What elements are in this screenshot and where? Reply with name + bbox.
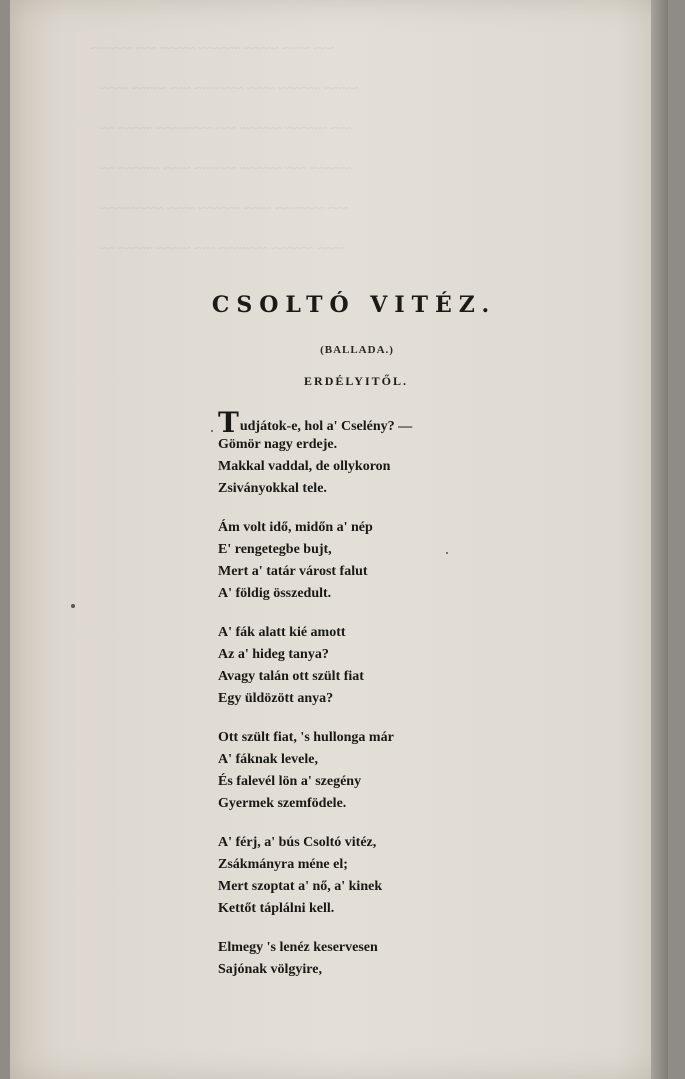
paper-speck bbox=[211, 430, 213, 432]
poem-line-text: udjátok-e, hol a' Cselény? — bbox=[239, 419, 413, 434]
poem-line: Zsiványokkal tele. bbox=[218, 481, 327, 496]
poem-title: CSOLTÓ VITÉZ. bbox=[211, 292, 497, 318]
poem-line: Kettőt táplálni kell. bbox=[218, 901, 335, 916]
stanza bbox=[218, 832, 518, 920]
bleed-through-text: ~~~~ ~~~~~~ ~~~~~~~ ~~~ ~~~~~ ~~~~~ ~~ bbox=[100, 240, 345, 255]
poem-line: És falevél lön a' szegény bbox=[218, 774, 362, 789]
bleed-through-text: ~~~ ~~~~ ~~~~~ ~~~~~~ ~~~~~ ~~~ ~~~~~~ bbox=[90, 40, 335, 55]
poem-line: Makkal vaddal, de ollykoron bbox=[218, 459, 391, 474]
poem-line: Sajónak völgyire, bbox=[218, 962, 322, 977]
drop-cap: T bbox=[218, 406, 239, 439]
poem-line: Mert szoptat a' nő, a' kinek bbox=[218, 879, 383, 894]
poem-genre: (BALLADA.) bbox=[320, 344, 394, 356]
poem-line: Ott szült fiat, 's hullonga már bbox=[218, 730, 394, 745]
bleed-through-text: ~~~~~ ~~~~~~ ~~~~ ~~~~~~~ ~~~ ~~~~~ ~~~~ bbox=[100, 80, 359, 95]
poem-line: Ám volt idő, midőn a' nép bbox=[218, 520, 373, 535]
paper-speck bbox=[71, 604, 75, 608]
poem-line: A' férj, a' bús Csoltó vitéz, bbox=[218, 835, 377, 850]
poem-line: A' földig összedult. bbox=[218, 586, 332, 601]
poem-line: Mert a' tatár várost falut bbox=[218, 564, 368, 579]
poem-author: ERDÉLYITŐL. bbox=[304, 374, 408, 388]
bleed-through-text: ~~~~~~ ~~~ ~~~~~~ ~~~~~~ ~~~~ ~~~~~~ ~~ bbox=[100, 160, 352, 175]
poem-line: Avagy talán ott szült fiat bbox=[218, 669, 364, 684]
stanza bbox=[218, 937, 518, 981]
poem-line: Egy üldözött anya? bbox=[218, 691, 334, 706]
poem-line: Zsákmányra méne el; bbox=[218, 857, 348, 872]
poem-line: E' rengetegbe bujt, bbox=[218, 542, 332, 557]
stanza bbox=[218, 622, 518, 710]
bleed-through-text: ~~~ ~~~~~~~ ~~~~ ~~~~~~ ~~~~ ~~~~~~~~~ bbox=[100, 200, 349, 215]
poem-line: Elmegy 's lenéz keservesen bbox=[218, 940, 378, 955]
stanza bbox=[218, 406, 518, 500]
poem-line: A' fák alatt kié amott bbox=[218, 625, 346, 640]
bleed-through-text: ~~~ ~~~~~~ ~~~~~~ ~~~ ~~~~~~~~ ~~~~~ ~~ bbox=[100, 120, 352, 135]
stanza bbox=[218, 727, 518, 815]
stanza bbox=[218, 517, 518, 605]
poem-body bbox=[218, 406, 518, 998]
poem-line: Gömör nagy erdeje. bbox=[218, 437, 338, 452]
poem-line bbox=[218, 406, 518, 439]
poem-line: Gyermek szemfödele. bbox=[218, 796, 347, 811]
poem-line: A' fáknak levele, bbox=[218, 752, 318, 767]
page-edge-shadow bbox=[651, 0, 668, 1079]
poem-line: Az a' hideg tanya? bbox=[218, 647, 329, 662]
